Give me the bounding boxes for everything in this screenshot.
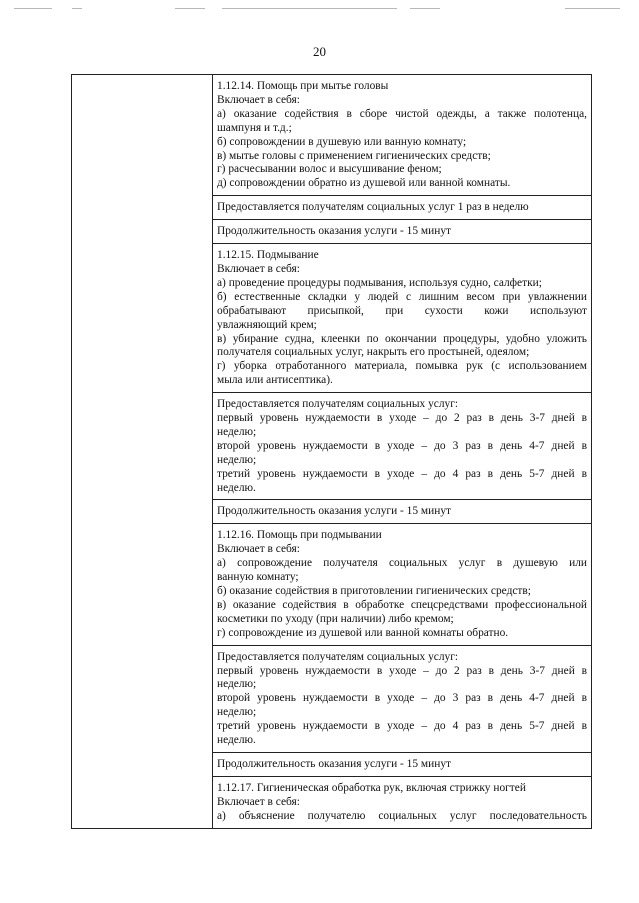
text-line: Включает в себя:	[217, 93, 300, 106]
service-block	[213, 196, 592, 220]
text-line: Продолжительность оказания услуги - 15 минут	[217, 225, 451, 238]
text-line: а) проведение процедуры подмывания, используя судно, салфетки;	[217, 276, 542, 289]
text-line: увлажняющий крем;	[217, 318, 317, 331]
service-block-content	[213, 646, 591, 752]
text-line: а) сопровождение получателя социальных услуг в душевую или	[217, 557, 587, 570]
service-block-content	[213, 753, 591, 776]
text-line: получателя социальных услуг, накрыть его простыней, одеялом;	[217, 346, 530, 359]
service-block	[213, 752, 592, 776]
scan-edge-line-6	[565, 8, 620, 9]
text-line: Предоставляется получателям социальных услуг:	[217, 398, 459, 411]
text-line: б) оказание содействия в приготовлении гигиенических средств;	[217, 585, 531, 597]
text-line: г) расчесывании волос и высушивание феном;	[217, 163, 442, 176]
text-line: Включает в себя:	[217, 795, 300, 808]
service-block-content	[213, 196, 591, 219]
text-line: 1.12.16. Помощь при подмывании	[217, 529, 382, 542]
text-line: первый уровень нуждаемости в уходе – до 2 раз в день 3-7 дней в	[217, 412, 587, 425]
service-block-content	[213, 393, 591, 499]
text-line: г) уборка отработанного материала, помывка рук (с использованием	[217, 360, 587, 373]
text-line: ванную комнату;	[217, 571, 299, 584]
service-block-content	[213, 524, 591, 644]
text-line: 1.12.15. Подмывание	[217, 249, 319, 262]
text-line: Включает в себя:	[217, 543, 300, 556]
scan-edge-line-4	[222, 8, 397, 9]
table-row	[72, 75, 592, 196]
text-line: неделю;	[217, 706, 257, 719]
text-line: косметики по уходу (при наличии) либо кремом;	[217, 612, 454, 625]
text-line: второй уровень нуждаемости в уходе – до 3 раз в день 4-7 дней в	[217, 692, 587, 705]
text-line: неделю.	[217, 734, 256, 747]
text-line: третий уровень нуждаемости в уходе – до 4 раз в день 5-7 дней в	[217, 720, 587, 733]
service-block-content	[213, 75, 591, 195]
text-line: а) объяснение получателю социальных услуг последовательность	[217, 809, 587, 822]
scan-edge-line-1	[14, 8, 52, 9]
scan-edge-line-2	[72, 8, 82, 9]
text-line: мыла или антисептика).	[217, 374, 333, 387]
service-block-content	[213, 220, 591, 243]
text-line: Предоставляется получателям социальных услуг 1 раз в неделю	[217, 201, 529, 214]
service-block	[213, 500, 592, 524]
text-line: в) мытье головы с применением гигиенических средств;	[217, 149, 491, 162]
service-block	[213, 645, 592, 752]
text-line: обрабатывают присыпкой, при сухости кожи используют	[217, 304, 587, 317]
text-line: г) сопровождение из душевой или ванной комнаты обратно.	[217, 626, 509, 639]
left-empty-column	[72, 75, 213, 829]
scan-edge-line-5	[410, 8, 440, 9]
text-line: неделю;	[217, 678, 257, 691]
text-line: шампуня и т.д.;	[217, 121, 292, 134]
service-block	[213, 75, 592, 196]
scan-edge-line-3	[175, 8, 205, 9]
text-line: неделю;	[217, 425, 257, 438]
text-line: третий уровень нуждаемости в уходе – до 4 раз в день 5-7 дней в	[217, 467, 587, 480]
text-line: в) оказание содействия в обработке спецсредствами профессиональной	[217, 598, 587, 611]
service-block-content	[213, 244, 591, 392]
text-line: Предоставляется получателям социальных услуг:	[217, 650, 459, 663]
service-block	[213, 393, 592, 500]
text-line: 1.12.14. Помощь при мытье головы	[217, 80, 389, 92]
services-table	[71, 74, 592, 829]
text-line: неделю.	[217, 481, 256, 494]
text-line: д) сопровождении обратно из душевой или ванной комнаты.	[217, 177, 511, 190]
text-line: б) естественные складки у людей с лишним весом при увлажнении	[217, 290, 587, 303]
text-line: 1.12.17. Гигиеническая обработка рук, включая стрижку ногтей	[217, 781, 526, 794]
service-block-content	[213, 500, 591, 523]
page-number: 20	[313, 44, 326, 59]
service-block	[213, 776, 592, 828]
text-line: б) сопровождении в душевую или ванную комнату;	[217, 135, 467, 148]
service-block	[213, 220, 592, 244]
service-block-content	[213, 777, 591, 828]
service-block	[213, 524, 592, 645]
text-line: в) убирание судна, клеенки по окончании процедуры, удобно уложить	[217, 332, 587, 345]
text-line: Продолжительность оказания услуги - 15 минут	[217, 757, 451, 770]
text-line: а) оказание содействия в сборе чистой одежды, а также полотенца,	[217, 107, 587, 120]
text-line: Включает в себя:	[217, 262, 300, 275]
service-block	[213, 244, 592, 393]
text-line: Продолжительность оказания услуги - 15 минут	[217, 505, 451, 518]
text-line: второй уровень нуждаемости в уходе – до 3 раз в день 4-7 дней в	[217, 439, 587, 452]
text-line: неделю;	[217, 453, 257, 466]
text-line: первый уровень нуждаемости в уходе – до 2 раз в день 3-7 дней в	[217, 664, 587, 677]
